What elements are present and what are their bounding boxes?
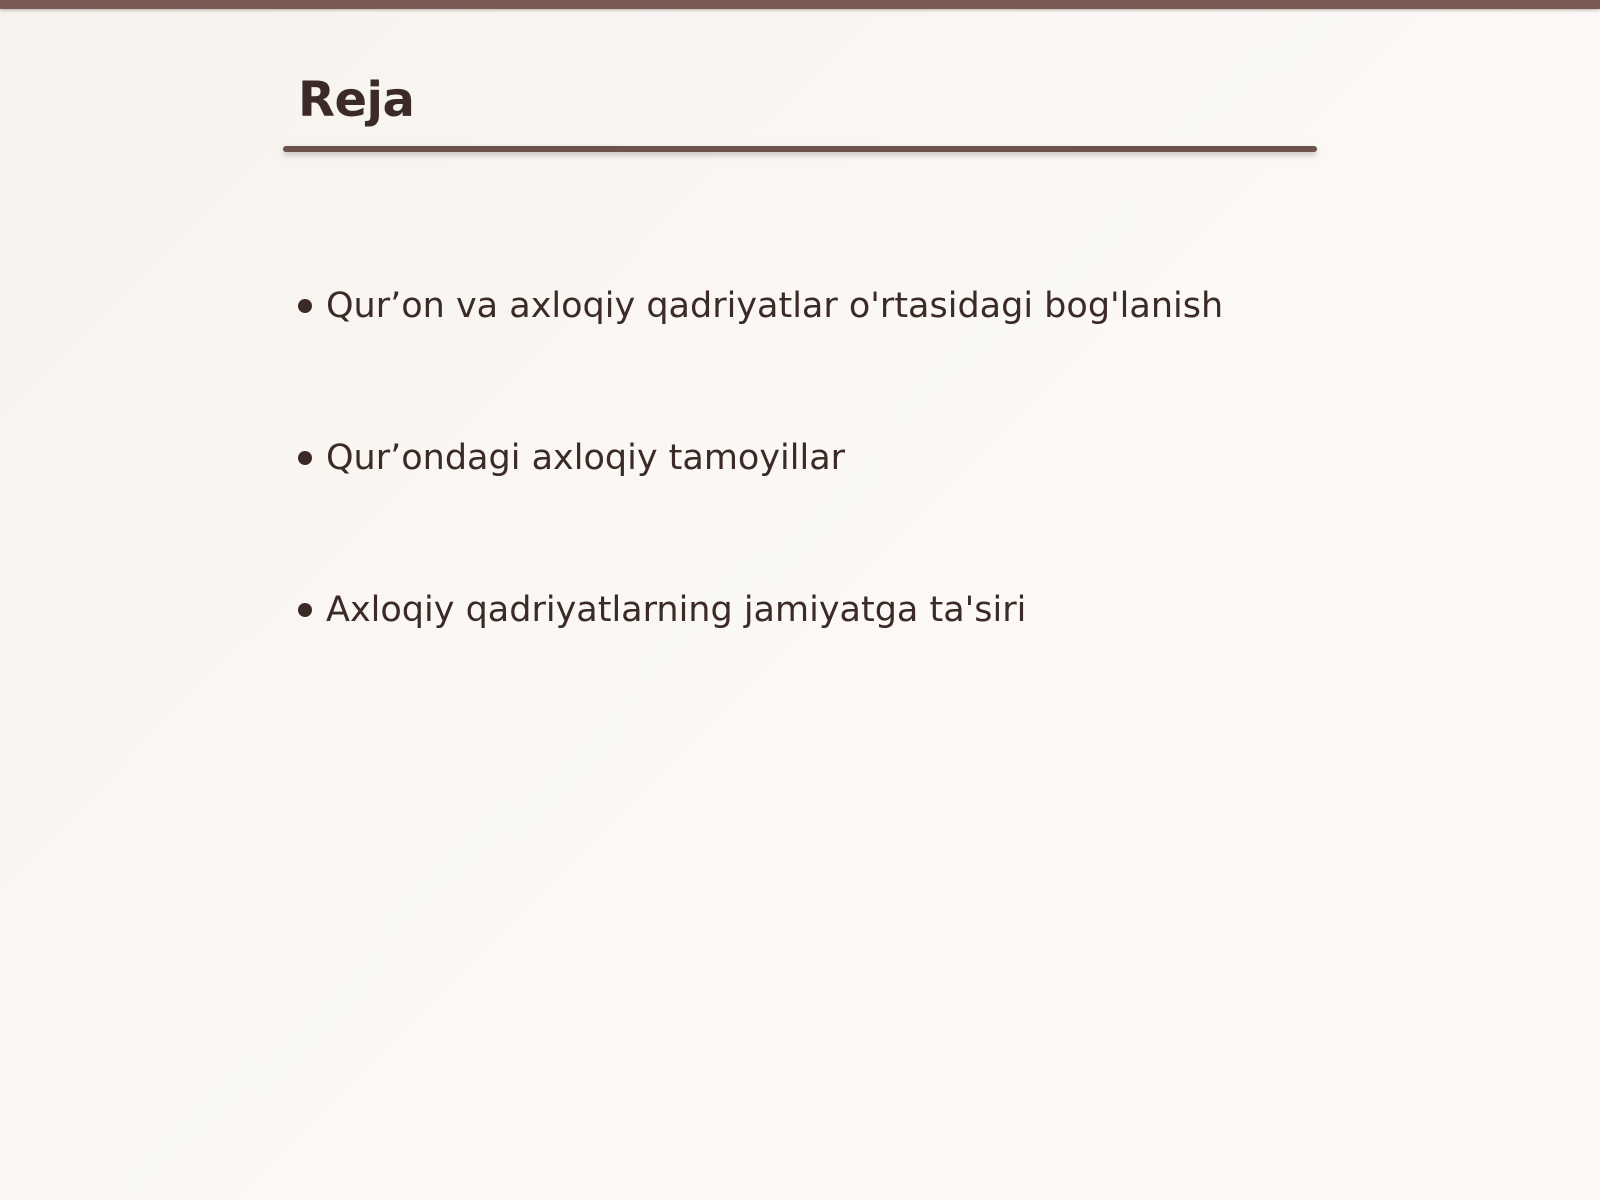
bullet-dot-icon (298, 603, 312, 617)
slide-title: Reja (298, 72, 415, 128)
title-underline (283, 146, 1317, 152)
bullet-text: Qur’ondagi axloqiy tamoyillar (326, 438, 846, 478)
bullet-text: Qur’on va axloqiy qadriyatlar o'rtasidagi bog'lanish (326, 286, 1224, 326)
bullet-text: Axloqiy qadriyatlarning jamiyatga ta'siri (326, 590, 1027, 630)
bullet-list (298, 270, 1223, 726)
bullet-item (298, 270, 1223, 422)
bullet-dot-icon (298, 451, 312, 465)
top-accent-bar (0, 0, 1600, 9)
bullet-item (298, 574, 1223, 726)
bullet-item (298, 422, 1223, 574)
bullet-dot-icon (298, 299, 312, 313)
